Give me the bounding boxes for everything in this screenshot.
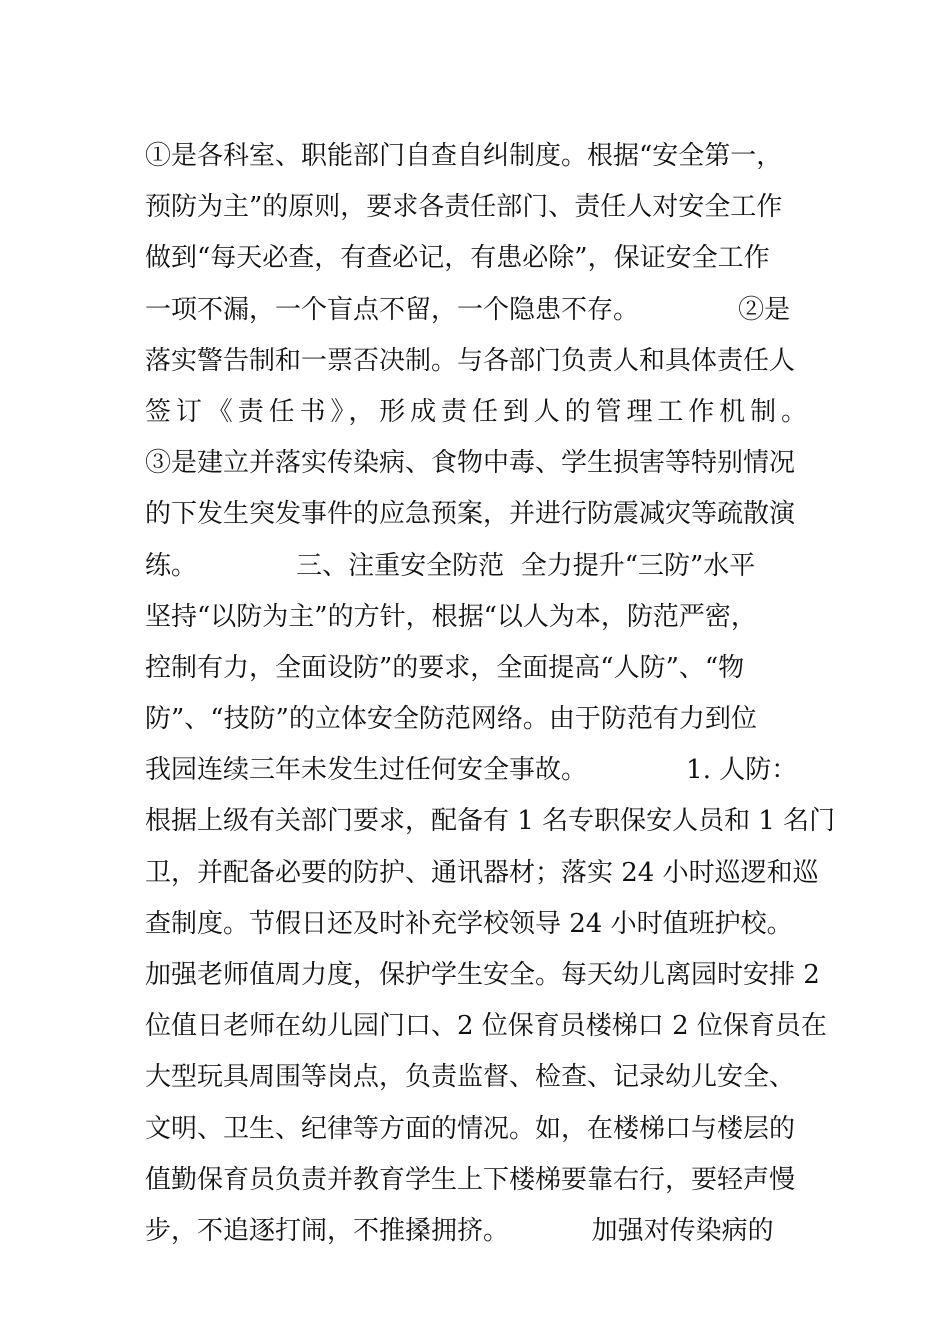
text-line: 查制度。节假日还及时补充学校领导 24 小时值班护校。 <box>145 908 793 939</box>
text-line: 做到“每天必查，有查必记，有患必除”，保证安全工作 <box>145 243 770 274</box>
text-line: 防”、“技防”的立体安全防范网络。由于防范有力到位 <box>145 704 757 735</box>
text-line: 我园连续三年未发生过任何安全事故。 1. 人防： <box>145 755 798 786</box>
text-line: 大型玩具周围等岗点，负责监督、检查、记录幼儿安全、 <box>145 1062 796 1093</box>
text-line: 值勤保育员负责并教育学生上下楼梯要靠右行，要轻声慢 <box>145 1164 796 1195</box>
text-line: 步，不追逐打闹，不推搡拥挤。 加强对传染病的 <box>145 1215 774 1246</box>
text-line: 根据上级有关部门要求，配备有 1 名专职保安人员和 1 名门 <box>145 806 836 837</box>
text-line: 加强老师值周力度，保护学生安全。每天幼儿离园时安排 2 <box>145 960 820 990</box>
text-line: 文明、卫生、纪律等方面的情况。如，在楼梯口与楼层的 <box>145 1113 796 1144</box>
text-line: 位值日老师在幼儿园门口、2 位保育员楼梯口 2 位保育员在 <box>145 1011 827 1042</box>
text-line: 签订《责任书》，形成责任到人的管理工作机制。 <box>145 396 807 427</box>
text-line: ①是各科室、职能部门自查自纠制度。根据“安全第一， <box>145 141 783 171</box>
body-text <box>145 131 836 1257</box>
text-line: 落实警告制和一票否决制。与各部门负责人和具体责任人 <box>145 345 796 376</box>
text-line: ③是建立并落实传染病、食物中毒、学生损害等特别情况 <box>145 448 796 479</box>
text-line: 坚持“以防为主”的方针，根据“以人为本，防范严密， <box>145 601 757 632</box>
text-line: 练。 三、注重安全防范 全力提升“三防”水平 <box>145 550 756 581</box>
text-line: 控制有力，全面设防”的要求，全面提高“人防”、“物 <box>145 652 745 683</box>
text-line: 预防为主”的原则，要求各责任部门、责任人对安全工作 <box>145 192 783 223</box>
text-line: 卫，并配备必要的防护、通讯器材；落实 24 小时巡逻和巡 <box>145 857 819 888</box>
text-line: 一项不漏，一个盲点不留，一个隐患不存。 ②是 <box>145 294 791 325</box>
text-line: 的下发生突发事件的应急预案，并进行防震减灾等疏散演 <box>145 499 796 530</box>
